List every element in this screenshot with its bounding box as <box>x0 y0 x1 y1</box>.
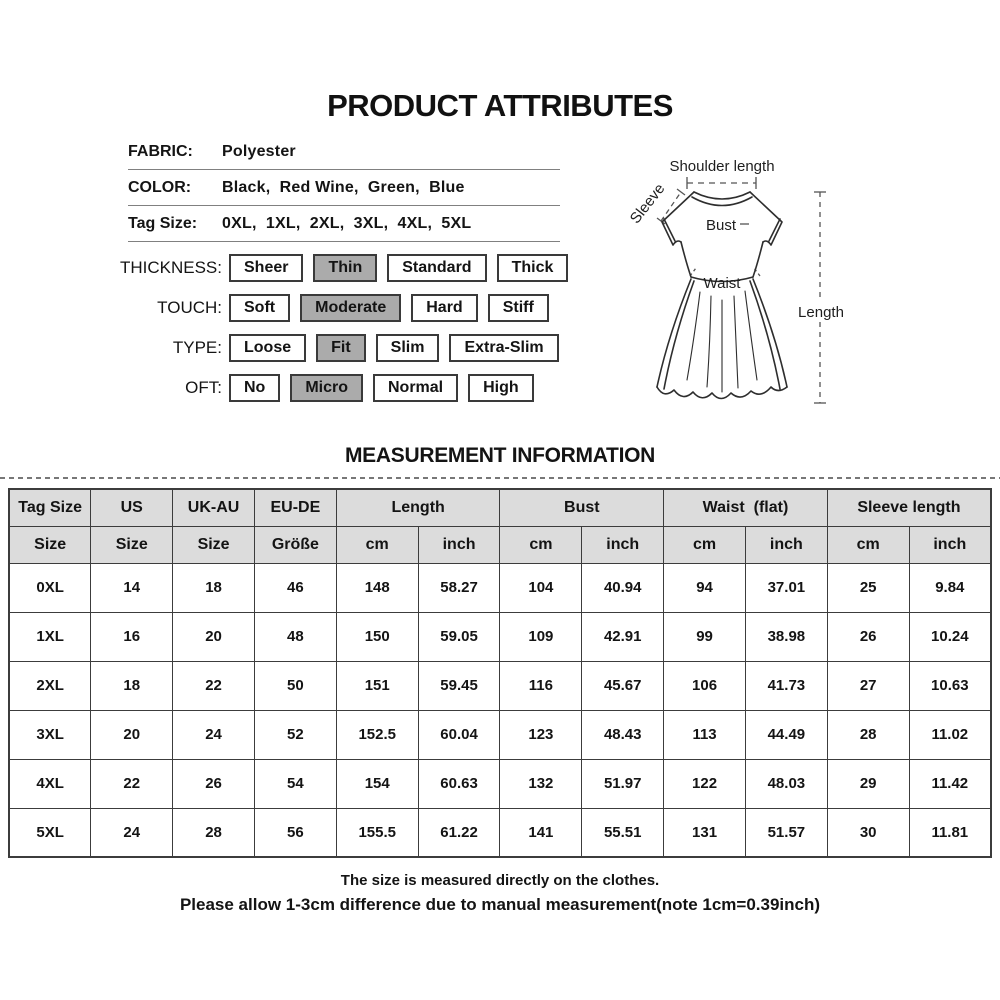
table-cell: 52 <box>254 710 336 759</box>
table-group-header-row <box>9 489 991 526</box>
dress-diagram <box>610 140 890 430</box>
size-table <box>8 488 992 858</box>
table-group-header-waist-flat: Waist (flat) <box>664 489 828 526</box>
table-cell: 16 <box>91 612 173 661</box>
table-sub-header: inch <box>745 526 827 563</box>
table-sub-header: Size <box>173 526 255 563</box>
table-cell-size: 5XL <box>9 808 91 857</box>
color-value: Black, Red Wine, Green, Blue <box>222 178 465 196</box>
table-cell: 27 <box>827 661 909 710</box>
table-row-2xl <box>9 661 991 710</box>
table-cell: 155.5 <box>336 808 418 857</box>
table-cell: 131 <box>664 808 746 857</box>
table-cell: 55.51 <box>582 808 664 857</box>
table-cell: 150 <box>336 612 418 661</box>
attribute-row-tag-size <box>128 206 560 242</box>
footer-note-2: Please allow 1-3cm difference due to manual measurement(note 1cm=0.39inch) <box>179 895 821 914</box>
shoulder-length-label: Shoulder length <box>669 158 775 175</box>
table-cell: 18 <box>91 661 173 710</box>
table-cell: 51.97 <box>582 759 664 808</box>
length-label: Length <box>798 304 844 321</box>
option-chip-micro: Micro <box>290 374 363 402</box>
table-cell: 14 <box>91 563 173 612</box>
option-chip-no: No <box>229 374 280 402</box>
table-cell: 22 <box>91 759 173 808</box>
attribute-list <box>128 134 560 242</box>
bust-label: Bust <box>705 217 737 234</box>
option-row-type <box>0 334 578 362</box>
sleeve-label: Sleeve <box>626 180 669 228</box>
table-group-header-tag-size: Tag Size <box>9 489 91 526</box>
table-cell: 58.27 <box>418 563 500 612</box>
table-cell: 50 <box>254 661 336 710</box>
table-row-1xl <box>9 612 991 661</box>
table-sub-header-row <box>9 526 991 563</box>
option-chip-loose: Loose <box>229 334 306 362</box>
table-cell: 141 <box>500 808 582 857</box>
option-chip-fit: Fit <box>316 334 366 362</box>
fabric-value: Polyester <box>222 142 296 160</box>
dashed-divider <box>0 477 1000 479</box>
table-cell: 22 <box>173 661 255 710</box>
size-table-head <box>9 489 991 563</box>
table-sub-header: cm <box>500 526 582 563</box>
table-cell: 10.63 <box>909 661 991 710</box>
table-cell: 152.5 <box>336 710 418 759</box>
table-cell: 48.43 <box>582 710 664 759</box>
table-cell: 54 <box>254 759 336 808</box>
option-chip-sheer: Sheer <box>229 254 303 282</box>
table-sub-header: Size <box>9 526 91 563</box>
table-cell: 11.81 <box>909 808 991 857</box>
table-cell: 29 <box>827 759 909 808</box>
option-chip-standard: Standard <box>387 254 486 282</box>
table-group-header-eu-de: EU-DE <box>254 489 336 526</box>
attribute-row-fabric <box>128 134 560 170</box>
table-sub-header: Size <box>91 526 173 563</box>
option-row-oft <box>0 374 578 402</box>
table-cell: 28 <box>173 808 255 857</box>
measurement-title: MEASUREMENT INFORMATION <box>344 444 656 467</box>
table-cell: 148 <box>336 563 418 612</box>
table-cell: 113 <box>664 710 746 759</box>
option-groups <box>0 254 578 414</box>
table-sub-header: cm <box>827 526 909 563</box>
tag-size-label: Tag Size: <box>128 214 198 232</box>
table-cell: 59.05 <box>418 612 500 661</box>
table-cell: 60.04 <box>418 710 500 759</box>
color-label: COLOR: <box>128 178 192 196</box>
option-row-touch <box>0 294 578 322</box>
table-sub-header: inch <box>418 526 500 563</box>
table-cell: 28 <box>827 710 909 759</box>
table-group-header-uk-au: UK-AU <box>173 489 255 526</box>
table-cell: 123 <box>500 710 582 759</box>
table-cell-size: 1XL <box>9 612 91 661</box>
table-row-0xl <box>9 563 991 612</box>
table-cell: 26 <box>827 612 909 661</box>
table-cell: 106 <box>664 661 746 710</box>
table-group-header-length: Length <box>336 489 500 526</box>
option-chip-slim: Slim <box>376 334 440 362</box>
table-cell: 51.57 <box>745 808 827 857</box>
table-cell: 37.01 <box>745 563 827 612</box>
table-cell: 151 <box>336 661 418 710</box>
table-cell: 122 <box>664 759 746 808</box>
table-cell: 20 <box>91 710 173 759</box>
table-group-header-bust: Bust <box>500 489 664 526</box>
table-cell: 104 <box>500 563 582 612</box>
table-cell: 41.73 <box>745 661 827 710</box>
tag-size-value: 0XL, 1XL, 2XL, 3XL, 4XL, 5XL <box>222 214 472 232</box>
table-cell-size: 3XL <box>9 710 91 759</box>
size-table-body <box>9 563 991 857</box>
table-cell: 24 <box>91 808 173 857</box>
option-group-label: TYPE: <box>172 338 222 357</box>
table-cell: 59.45 <box>418 661 500 710</box>
table-sub-header: Größe <box>254 526 336 563</box>
option-chip-hard: Hard <box>411 294 477 322</box>
table-cell: 30 <box>827 808 909 857</box>
table-cell: 48.03 <box>745 759 827 808</box>
table-sub-header: cm <box>664 526 746 563</box>
table-cell: 116 <box>500 661 582 710</box>
table-sub-header: cm <box>336 526 418 563</box>
table-cell: 94 <box>664 563 746 612</box>
option-chip-moderate: Moderate <box>300 294 401 322</box>
table-cell: 44.49 <box>745 710 827 759</box>
table-cell: 109 <box>500 612 582 661</box>
waist-label: Waist <box>703 275 741 292</box>
option-chip-extra-slim: Extra-Slim <box>449 334 558 362</box>
table-cell: 25 <box>827 563 909 612</box>
table-group-header-us: US <box>91 489 173 526</box>
table-cell: 132 <box>500 759 582 808</box>
table-cell: 61.22 <box>418 808 500 857</box>
table-cell-size: 0XL <box>9 563 91 612</box>
option-row-thickness <box>0 254 578 282</box>
table-row-3xl <box>9 710 991 759</box>
option-group-label: TOUCH: <box>157 298 222 317</box>
table-cell: 99 <box>664 612 746 661</box>
table-group-header-sleeve-length: Sleeve length <box>827 489 991 526</box>
option-chip-thick: Thick <box>497 254 569 282</box>
table-row-4xl <box>9 759 991 808</box>
fabric-label: FABRIC: <box>128 142 193 160</box>
table-cell: 42.91 <box>582 612 664 661</box>
table-cell: 10.24 <box>909 612 991 661</box>
table-sub-header: inch <box>909 526 991 563</box>
table-cell: 11.02 <box>909 710 991 759</box>
option-chip-high: High <box>468 374 534 402</box>
table-cell: 9.84 <box>909 563 991 612</box>
table-cell: 60.63 <box>418 759 500 808</box>
attribute-row-color <box>128 170 560 206</box>
table-cell: 38.98 <box>745 612 827 661</box>
table-cell: 26 <box>173 759 255 808</box>
footer-note-1: The size is measured directly on the clothes. <box>340 872 660 889</box>
table-cell-size: 4XL <box>9 759 91 808</box>
page-title: PRODUCT ATTRIBUTES <box>327 88 673 123</box>
table-cell: 46 <box>254 563 336 612</box>
table-cell: 154 <box>336 759 418 808</box>
table-cell: 11.42 <box>909 759 991 808</box>
table-row-5xl <box>9 808 991 857</box>
table-cell-size: 2XL <box>9 661 91 710</box>
option-chip-soft: Soft <box>229 294 290 322</box>
option-chip-thin: Thin <box>313 254 377 282</box>
option-group-label: OFT: <box>185 378 222 397</box>
table-cell: 48 <box>254 612 336 661</box>
option-group-label: THICKNESS: <box>119 258 222 277</box>
table-cell: 40.94 <box>582 563 664 612</box>
measurement-lines <box>657 177 826 403</box>
table-cell: 45.67 <box>582 661 664 710</box>
table-cell: 24 <box>173 710 255 759</box>
table-cell: 20 <box>173 612 255 661</box>
option-chip-stiff: Stiff <box>488 294 549 322</box>
table-sub-header: inch <box>582 526 664 563</box>
option-chip-normal: Normal <box>373 374 458 402</box>
table-cell: 18 <box>173 563 255 612</box>
table-cell: 56 <box>254 808 336 857</box>
